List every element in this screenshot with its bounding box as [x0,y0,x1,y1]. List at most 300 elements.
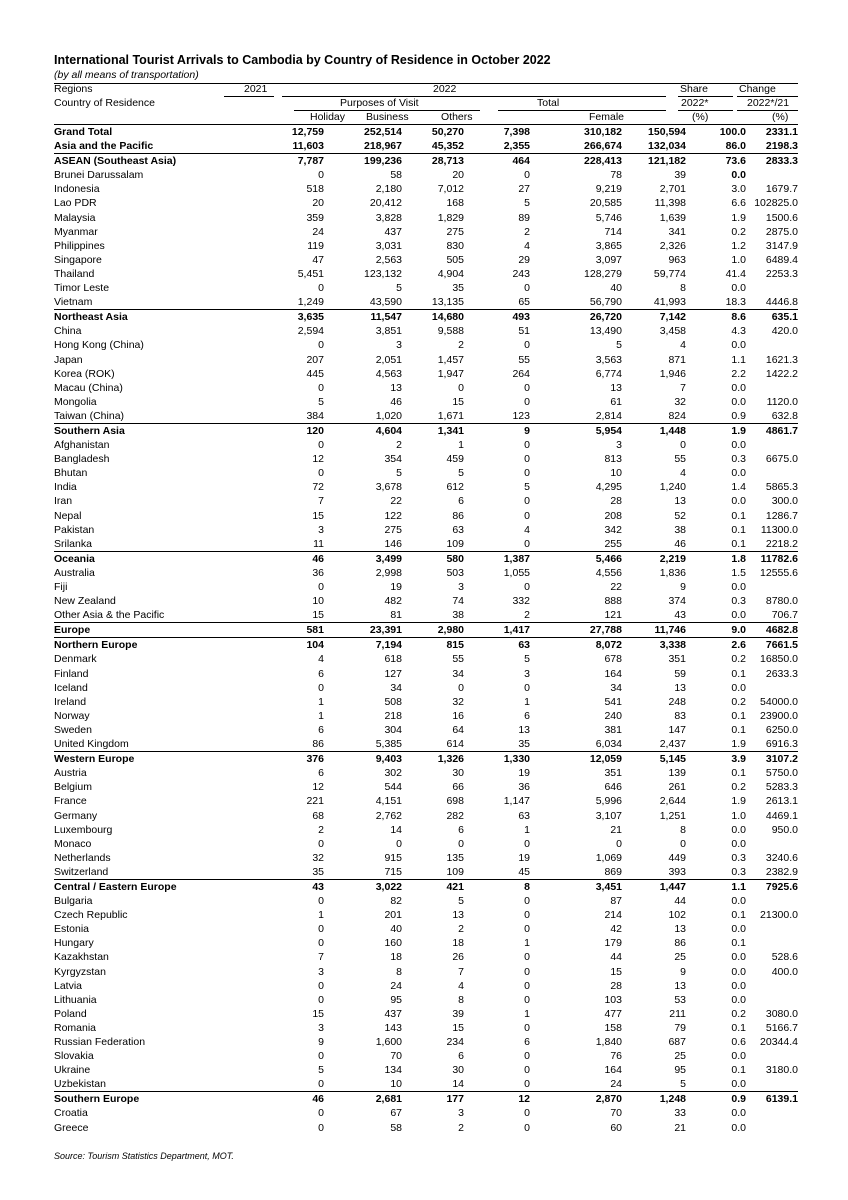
cell-y2021: 0 [318,467,324,480]
cell-share: 0.1 [731,667,746,680]
header-share-year: 2022* [681,97,709,109]
cell-business: 2 [458,1121,464,1134]
cell-others: 27 [518,183,530,196]
cell-name: Kyrgyzstan [54,965,106,978]
cell-female: 374 [668,595,686,608]
cell-business: 30 [452,1064,464,1077]
cell-total: 3,451 [595,880,622,893]
cell-change: 16850.0 [760,653,798,666]
cell-others: 63 [518,809,530,822]
header-female: Female [589,111,625,123]
cell-name: Brunei Darussalam [54,169,144,182]
cell-change: 4861.7 [765,424,798,437]
cell-holiday: 8 [396,965,402,978]
cell-holiday: 3,678 [375,481,402,494]
table-row [54,153,798,168]
cell-share: 0.0 [731,169,746,182]
cell-change: 5166.7 [765,1021,798,1034]
cell-others: 493 [512,311,530,324]
cell-change: 5750.0 [765,767,798,780]
cell-others: 0 [524,381,530,394]
cell-holiday: 5 [396,467,402,480]
cell-total: 342 [604,523,622,536]
cell-holiday: 2,762 [375,809,402,822]
cell-name: Ukraine [54,1064,91,1077]
cell-name: Taiwan (China) [54,409,125,422]
cell-change: 11782.6 [760,552,798,565]
cell-share: 1.9 [731,424,746,437]
cell-name: Mongolia [54,395,97,408]
cell-name: China [54,325,82,338]
cell-y2021: 0 [318,923,324,936]
cell-others: 332 [512,595,530,608]
cell-change: 1621.3 [765,353,798,366]
cell-name: Philippines [54,239,105,252]
cell-holiday: 304 [384,723,402,736]
cell-share: 0.0 [731,895,746,908]
cell-others: 0 [524,837,530,850]
cell-female: 52 [674,509,686,522]
cell-change: 2331.1 [765,126,798,138]
cell-name: Romania [54,1021,97,1034]
cell-change: 706.7 [771,609,798,622]
cell-business: 6 [458,1050,464,1063]
table-row [54,1121,798,1135]
cell-female: 5 [680,1078,686,1091]
cell-female: 687 [668,1036,686,1048]
cell-y2021: 12 [312,453,324,466]
table-row [54,139,798,153]
cell-others: 0 [524,537,530,550]
cell-female: 79 [674,1021,686,1034]
cell-y2021: 5,451 [297,267,324,280]
cell-name: Finland [54,667,89,680]
cell-others: 55 [518,353,530,366]
cell-others: 45 [518,865,530,878]
cell-name: Germany [54,809,98,822]
header-change-unit: (%) [772,111,789,123]
table-row [54,566,798,580]
cell-name: Singapore [54,253,102,266]
cell-female: 449 [668,851,686,864]
cell-share: 0.3 [731,865,746,878]
cell-y2021: 1 [318,709,324,722]
cell-y2021: 20 [312,197,324,210]
cell-y2021: 6 [318,667,324,680]
cell-female: 341 [668,225,686,238]
cell-total: 5,466 [595,552,622,565]
cell-y2021: 1 [318,695,324,708]
cell-share: 0.0 [731,381,746,394]
cell-y2021: 68 [312,809,324,822]
cell-others: 0 [524,909,530,922]
cell-name: Timor Leste [54,282,110,295]
cell-name: Switzerland [54,865,109,878]
cell-total: 60 [610,1121,622,1134]
cell-business: 7,012 [437,183,464,196]
table-row [54,723,798,737]
cell-female: 1,639 [659,211,686,224]
cell-business: 4,904 [437,267,464,280]
table-row [54,1063,798,1077]
cell-others: 1,147 [503,795,530,808]
cell-female: 1,946 [659,367,686,380]
cell-female: 3,458 [659,325,686,338]
table-row [54,1106,798,1120]
cell-y2021: 0 [318,681,324,694]
cell-name: Indonesia [54,183,100,196]
cell-female: 1,248 [659,1093,686,1106]
header-others: Others [441,111,473,123]
cell-others: 13 [518,723,530,736]
cell-change: 1286.7 [765,509,798,522]
cell-name: Europe [54,624,91,637]
cell-holiday: 14 [390,823,402,836]
cell-name: Greece [54,1121,89,1134]
cell-total: 2,870 [595,1093,622,1106]
cell-business: 580 [446,552,464,565]
cell-holiday: 143 [384,1021,402,1034]
cell-total: 76 [610,1050,622,1063]
cell-holiday: 19 [390,581,402,593]
table-row [54,809,798,823]
cell-share: 0.0 [731,282,746,295]
cell-share: 0.9 [731,1093,746,1106]
cell-total: 12,059 [589,753,622,766]
cell-share: 0.0 [731,681,746,694]
cell-others: 6 [524,1036,530,1048]
table-row [54,667,798,681]
cell-share: 1.4 [731,481,746,494]
cell-share: 0.0 [731,1107,746,1120]
cell-name: Lithuania [54,993,97,1006]
cell-share: 1.9 [731,795,746,808]
cell-name: Thailand [54,267,95,280]
cell-holiday: 1,020 [375,409,402,422]
cell-holiday: 82 [390,895,402,908]
cell-others: 0 [524,1050,530,1063]
cell-others: 65 [518,296,530,309]
cell-change: 3147.9 [765,239,798,252]
cell-share: 0.0 [731,951,746,964]
cell-total: 8,072 [595,639,622,652]
cell-total: 70 [610,1107,622,1120]
cell-change: 7661.5 [765,639,798,652]
cell-change: 2633.3 [765,667,798,680]
cell-y2021: 104 [306,639,324,652]
cell-share: 6.6 [731,197,746,210]
cell-name: Other Asia & the Pacific [54,609,165,622]
cell-change: 6675.0 [765,453,798,466]
cell-total: 266,674 [584,140,622,153]
cell-y2021: 0 [318,937,324,950]
cell-others: 0 [524,439,530,452]
cell-total: 87 [610,895,622,908]
table-row [54,381,798,395]
cell-female: 1,240 [659,481,686,494]
cell-y2021: 5 [318,395,324,408]
cell-share: 0.0 [731,581,746,593]
cell-y2021: 32 [312,851,324,864]
cell-share: 0.0 [731,439,746,452]
cell-holiday: 4,563 [375,367,402,380]
cell-share: 0.0 [731,1050,746,1063]
cell-change: 5865.3 [765,481,798,494]
cell-share: 1.0 [731,253,746,266]
cell-change: 54000.0 [760,695,798,708]
table-row [54,1007,798,1021]
cell-holiday: 134 [384,1064,402,1077]
cell-holiday: 252,514 [364,126,402,138]
cell-business: 6 [458,495,464,508]
cell-total: 6,774 [595,367,622,380]
cell-name: Japan [54,353,83,366]
cell-holiday: 10 [390,1078,402,1091]
cell-others: 0 [524,395,530,408]
cell-female: 963 [668,253,686,266]
table-row [54,409,798,423]
cell-female: 59 [674,667,686,680]
cell-name: Southern Europe [54,1093,140,1106]
cell-holiday: 160 [384,937,402,950]
cell-y2021: 12 [312,781,324,794]
cell-female: 351 [668,653,686,666]
cell-share: 0.1 [731,909,746,922]
header-year-2021: 2021 [244,83,268,95]
cell-name: Bangladesh [54,453,110,466]
cell-share: 0.2 [731,781,746,794]
cell-share: 1.9 [731,211,746,224]
cell-others: 29 [518,253,530,266]
cell-holiday: 3 [396,339,402,352]
cell-share: 1.1 [731,880,746,893]
table-row [54,324,798,338]
cell-female: 824 [668,409,686,422]
cell-business: 109 [446,865,464,878]
cell-name: Croatia [54,1107,88,1120]
cell-y2021: 2 [318,823,324,836]
cell-female: 2,701 [659,183,686,196]
table-row [54,523,798,537]
cell-business: 20 [452,169,464,182]
cell-female: 44 [674,895,686,908]
cell-holiday: 4,151 [375,795,402,808]
data-table-body [54,125,798,1135]
cell-name: Korea (ROK) [54,367,115,380]
table-row [54,295,798,309]
cell-name: Russian Federation [54,1036,146,1048]
cell-share: 0.0 [731,495,746,508]
header-year-2022: 2022 [433,83,457,95]
cell-y2021: 518 [306,183,324,196]
table-row [54,239,798,253]
cell-total: 9,219 [595,183,622,196]
cell-total: 179 [604,937,622,950]
cell-name: Luxembourg [54,823,113,836]
cell-others: 36 [518,781,530,794]
table-row [54,894,798,908]
table-row [54,253,798,267]
cell-business: 4 [458,979,464,992]
cell-share: 0.0 [731,1078,746,1091]
cell-others: 0 [524,495,530,508]
cell-y2021: 9 [318,1036,324,1048]
cell-change: 5283.3 [765,781,798,794]
cell-female: 261 [668,781,686,794]
cell-female: 32 [674,395,686,408]
cell-y2021: 0 [318,282,324,295]
cell-change: 6250.0 [765,723,798,736]
cell-female: 2,437 [659,738,686,751]
table-row [54,751,798,766]
cell-name: Latvia [54,979,83,992]
cell-total: 255 [604,537,622,550]
cell-change: 420.0 [771,325,798,338]
header-country: Country of Residence [54,97,155,109]
cell-others: 0 [524,965,530,978]
cell-holiday: 34 [390,681,402,694]
cell-holiday: 302 [384,767,402,780]
cell-others: 4 [524,523,530,536]
cell-holiday: 95 [390,993,402,1006]
cell-total: 13,490 [589,325,622,338]
header-rule-change-2 [737,110,798,111]
cell-share: 0.1 [731,537,746,550]
cell-others: 0 [524,1121,530,1134]
cell-holiday: 508 [384,695,402,708]
cell-others: 12 [518,1093,530,1106]
table-row [54,681,798,695]
cell-business: 698 [446,795,464,808]
cell-total: 240 [604,709,622,722]
cell-holiday: 437 [384,225,402,238]
cell-share: 0.6 [731,1036,746,1048]
cell-y2021: 3,635 [297,311,324,324]
cell-holiday: 618 [384,653,402,666]
cell-others: 0 [524,467,530,480]
cell-others: 1,417 [503,624,530,637]
cell-female: 53 [674,993,686,1006]
cell-female: 46 [674,537,686,550]
cell-business: 28,713 [431,155,464,168]
cell-female: 25 [674,951,686,964]
table-row [54,780,798,794]
cell-share: 0.0 [731,965,746,978]
cell-business: 18 [452,937,464,950]
cell-female: 13 [674,979,686,992]
cell-female: 7 [680,381,686,394]
cell-y2021: 0 [318,979,324,992]
cell-change: 950.0 [771,823,798,836]
cell-business: 282 [446,809,464,822]
cell-female: 38 [674,523,686,536]
cell-y2021: 0 [318,439,324,452]
cell-business: 459 [446,453,464,466]
cell-total: 714 [604,225,622,238]
cell-holiday: 81 [390,609,402,622]
cell-business: 66 [452,781,464,794]
cell-change: 6489.4 [765,253,798,266]
cell-female: 1,836 [659,566,686,579]
cell-change: 3080.0 [765,1007,798,1020]
cell-share: 0.1 [731,723,746,736]
cell-business: 0 [458,381,464,394]
cell-name: Australia [54,566,95,579]
cell-business: 8 [458,993,464,1006]
cell-holiday: 67 [390,1107,402,1120]
table-row [54,466,798,480]
cell-holiday: 3,851 [375,325,402,338]
cell-name: Slovakia [54,1050,94,1063]
cell-holiday: 70 [390,1050,402,1063]
cell-name: Myanmar [54,225,98,238]
cell-total: 44 [610,951,622,964]
cell-total: 42 [610,923,622,936]
cell-total: 15 [610,965,622,978]
cell-business: 1,829 [437,211,464,224]
cell-name: Hungary [54,937,94,950]
cell-total: 228,413 [584,155,622,168]
cell-y2021: 11,603 [292,140,324,153]
cell-business: 63 [452,523,464,536]
cell-name: France [54,795,87,808]
cell-share: 0.3 [731,851,746,864]
cell-business: 45,352 [431,140,464,153]
cell-y2021: 0 [318,581,324,593]
cell-total: 28 [610,495,622,508]
table-row [54,837,798,851]
cell-share: 0.0 [731,837,746,850]
cell-name: Nepal [54,509,82,522]
cell-holiday: 482 [384,595,402,608]
cell-share: 0.1 [731,937,746,950]
cell-holiday: 544 [384,781,402,794]
table-row [54,1035,798,1049]
cell-others: 1,055 [503,566,530,579]
cell-holiday: 9,403 [375,753,402,766]
table-row [54,979,798,993]
cell-y2021: 15 [312,509,324,522]
cell-business: 0 [458,681,464,694]
cell-change: 1422.2 [765,367,798,380]
header-share: Share [680,83,709,95]
cell-total: 20,585 [589,197,622,210]
cell-female: 2,326 [659,239,686,252]
cell-name: Czech Republic [54,909,128,922]
cell-change: 7925.6 [765,880,798,893]
cell-y2021: 10 [312,595,324,608]
cell-share: 100.0 [719,126,746,138]
cell-others: 0 [524,581,530,593]
cell-business: 35 [452,282,464,295]
cell-name: Bulgaria [54,895,93,908]
cell-female: 7,142 [659,311,686,324]
cell-total: 3,865 [595,239,622,252]
cell-female: 150,594 [648,126,686,138]
cell-name: Pakistan [54,523,95,536]
cell-others: 0 [524,1107,530,1120]
cell-change: 1120.0 [766,395,798,408]
cell-holiday: 354 [384,453,402,466]
cell-total: 477 [604,1007,622,1020]
cell-share: 1.0 [731,809,746,822]
cell-y2021: 7,787 [297,155,324,168]
cell-female: 3,338 [659,639,686,652]
cell-others: 0 [524,453,530,466]
cell-holiday: 18 [390,951,402,964]
cell-female: 13 [674,681,686,694]
table-row [54,438,798,452]
